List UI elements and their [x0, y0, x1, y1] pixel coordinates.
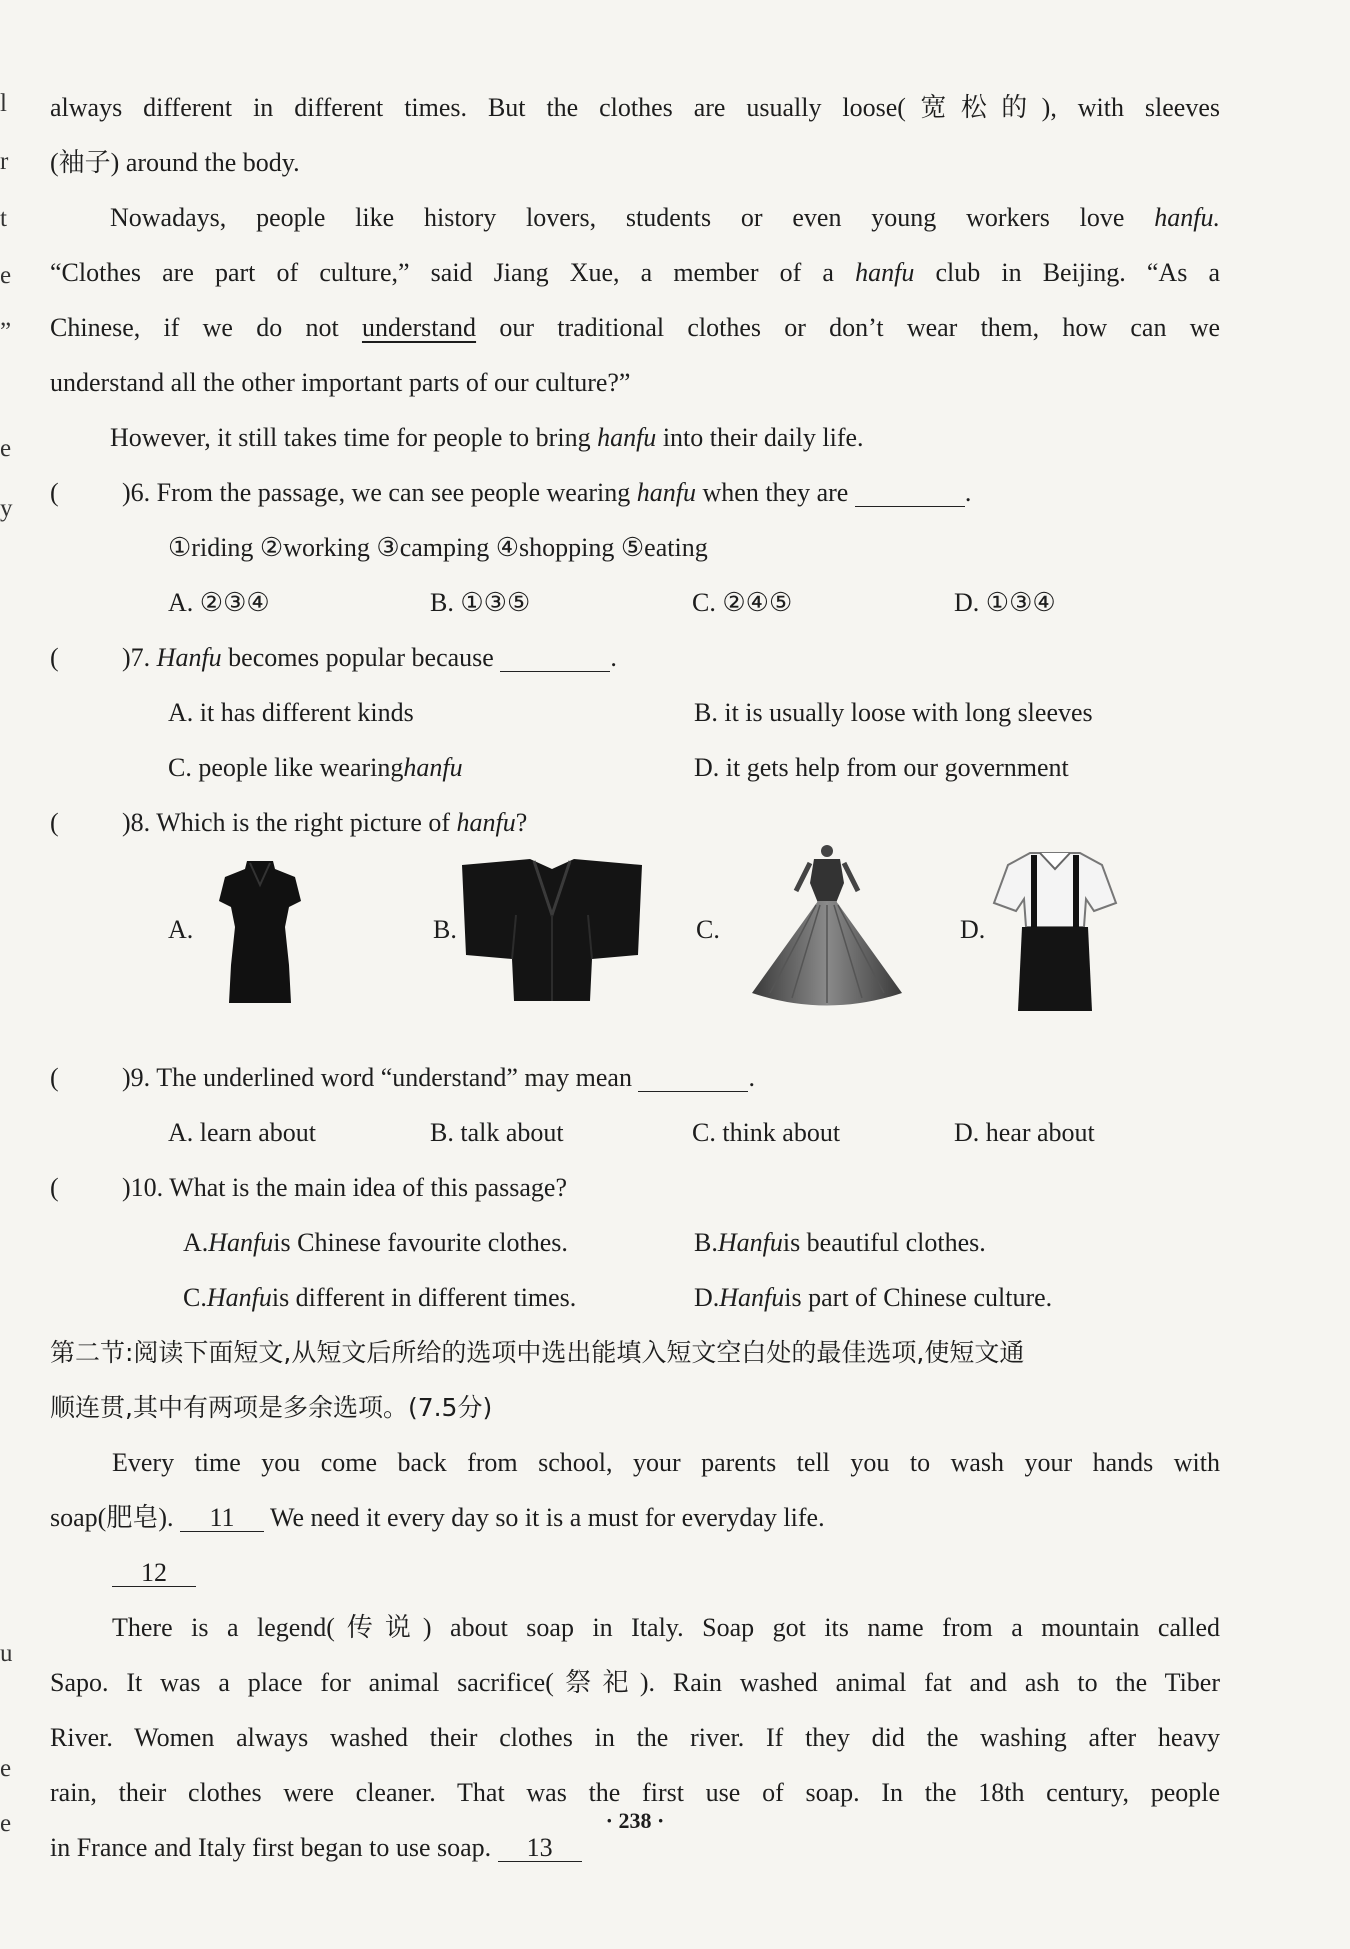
- qipao-dress-icon: [205, 855, 315, 1005]
- answer-paren[interactable]: (: [50, 478, 59, 507]
- question-7: ( )7. Hanfu becomes popular because .: [50, 630, 1220, 685]
- margin-letter: e: [0, 1810, 12, 1837]
- blouse-and-skirt-icon: [990, 843, 1120, 1013]
- option-b[interactable]: B.Hanfuis beautiful clothes.: [694, 1228, 986, 1257]
- blank-12[interactable]: 12: [112, 1560, 196, 1587]
- passage-line: “Clothes are part of culture,” said Jiang Xue, a member of a hanfu club in Beijing. “As a: [50, 258, 1220, 287]
- passage2-line: Every time you come back from school, your parents tell you to wash your hands with: [112, 1448, 1220, 1477]
- passage-line: (袖子) around the body.: [50, 148, 300, 177]
- passage-line: However, it still takes time for people to bring hanfu into their daily life.: [110, 423, 864, 452]
- passage2-line: River. Women always washed their clothes in the river. If they did the washing after heavy: [50, 1723, 1220, 1752]
- picture-label-a[interactable]: A.: [168, 915, 194, 944]
- margin-letter: e: [0, 1755, 12, 1782]
- option-b[interactable]: B. talk about: [430, 1118, 564, 1147]
- answer-paren[interactable]: (: [50, 1063, 59, 1092]
- margin-letter: r: [0, 148, 9, 175]
- margin-letter: e: [0, 435, 12, 462]
- margin-letter: l: [0, 90, 7, 117]
- blank-11[interactable]: 11: [180, 1505, 264, 1532]
- blank-13[interactable]: 13: [498, 1835, 582, 1862]
- margin-letter: u: [0, 1640, 13, 1667]
- option-d[interactable]: D. it gets help from our government: [694, 753, 1069, 782]
- passage2-line: There is a legend(传说) about soap in Italy. Soap got its name from a mountain called: [112, 1613, 1220, 1642]
- question-8: ( )8. Which is the right picture of hanfu?: [50, 795, 1220, 850]
- passage2-line: soap(肥皂). 11 We need it every day so it is a must for everyday life.: [50, 1503, 825, 1532]
- option-a[interactable]: A. learn about: [168, 1118, 317, 1147]
- option-a[interactable]: A. ②③④: [168, 588, 270, 617]
- passage2-line: [50, 1545, 1220, 1600]
- option-c[interactable]: C. ②④⑤: [692, 588, 793, 617]
- section-2-instructions: 顺连贯,其中有两项是多余选项。(7.5分): [50, 1393, 493, 1422]
- passage2-line: rain, their clothes were cleaner. That was the first use of soap. In the 18th century, people: [50, 1778, 1220, 1807]
- margin-letter: e: [0, 262, 12, 289]
- question-6: ( )6. From the passage, we can see people wearing hanfu when they are .: [50, 465, 1220, 520]
- question-9: ( )9. The underlined word “understand” may mean .: [50, 1050, 1220, 1105]
- question-10-options-row1: [50, 1215, 1220, 1270]
- picture-label-b[interactable]: B.: [433, 915, 457, 944]
- answer-paren[interactable]: (: [50, 808, 59, 837]
- passage2-line: Sapo. It was a place for animal sacrifice(祭祀). Rain washed animal fat and ash to the Tiber: [50, 1668, 1220, 1697]
- option-c[interactable]: C. people like wearinghanfu: [168, 753, 463, 782]
- passage-line: always different in different times. But the clothes are usually loose(宽松的), with sleeves: [50, 93, 1220, 122]
- section-2-instructions: 第二节:阅读下面短文,从短文后所给的选项中选出能填入短文空白处的最佳选项,使短文通: [50, 1338, 1025, 1367]
- answer-blank[interactable]: [855, 480, 965, 507]
- option-a[interactable]: A. it has different kinds: [168, 698, 414, 727]
- passage-line: understand all the other important parts of our culture?”: [50, 368, 631, 397]
- question-7-options-row1: [50, 685, 1220, 740]
- option-d[interactable]: D. ①③④: [954, 588, 1056, 617]
- passage2-line: in France and Italy first began to use soap. 13: [50, 1820, 1220, 1875]
- answer-paren[interactable]: (: [50, 1173, 59, 1202]
- question-6-items: ①riding ②working ③camping ④shopping ⑤eating: [168, 533, 708, 562]
- margin-letter: y: [0, 495, 13, 522]
- answer-blank[interactable]: [638, 1065, 748, 1092]
- question-10-options-row2: [50, 1270, 1220, 1325]
- option-a[interactable]: A.Hanfuis Chinese favourite clothes.: [183, 1228, 568, 1257]
- option-d[interactable]: D.Hanfuis part of Chinese culture.: [694, 1283, 1053, 1312]
- picture-label-c[interactable]: C.: [696, 915, 720, 944]
- passage-line: Chinese, if we do not understand our traditional clothes or don’t wear them, how can we: [50, 313, 1221, 342]
- answer-paren[interactable]: (: [50, 643, 59, 672]
- page-number: · 238 ·: [605, 1808, 665, 1833]
- question-9-options: [50, 1105, 1220, 1160]
- option-b[interactable]: B. ①③⑤: [430, 588, 531, 617]
- question-6-options: [50, 575, 1220, 630]
- left-margin-fragments: [0, 0, 20, 1949]
- option-c[interactable]: C. think about: [692, 1118, 841, 1147]
- option-d[interactable]: D. hear about: [954, 1118, 1095, 1147]
- question-7-options-row2: [50, 740, 1220, 795]
- ball-gown-icon: [732, 843, 922, 1013]
- margin-letter: ”: [0, 318, 12, 345]
- hanfu-robe-icon: [462, 855, 642, 1005]
- underlined-word: understand: [361, 313, 477, 342]
- option-c[interactable]: C.Hanfuis different in different times.: [183, 1283, 577, 1312]
- answer-blank[interactable]: [500, 645, 610, 672]
- picture-label-d[interactable]: D.: [960, 915, 986, 944]
- question-8-pictures: [50, 855, 1220, 1040]
- margin-letter: t: [0, 205, 7, 232]
- exam-page: [50, 80, 1220, 1875]
- passage-line: Nowadays, people like history lovers, students or even young workers love hanfu.: [110, 203, 1220, 232]
- option-b[interactable]: B. it is usually loose with long sleeves: [694, 698, 1093, 727]
- question-10: ( )10. What is the main idea of this passage?: [50, 1160, 1220, 1215]
